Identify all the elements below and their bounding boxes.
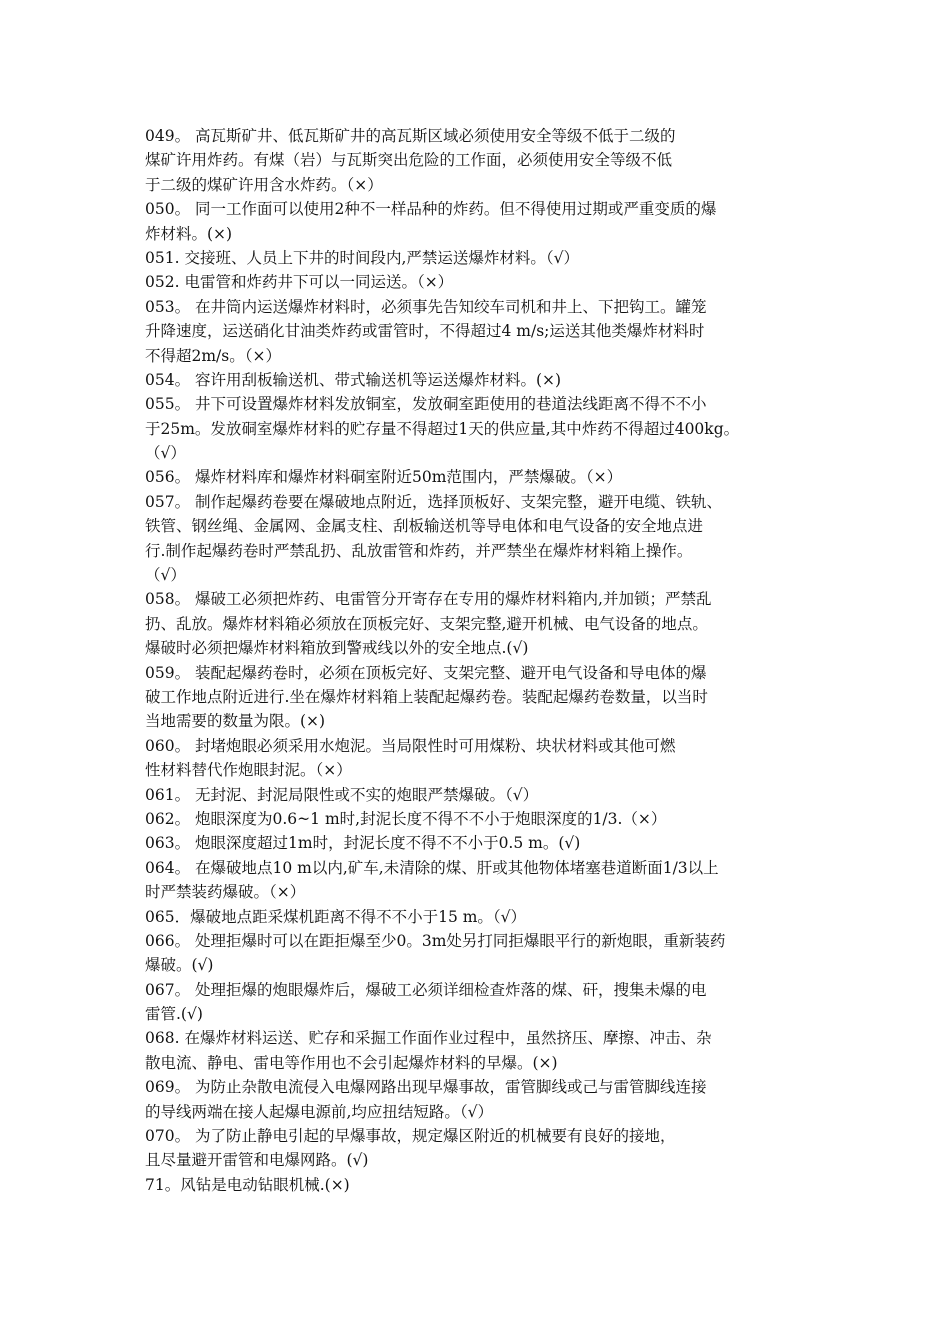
- text-line: 爆破。(√): [145, 956, 214, 975]
- text-line: 059。 装配起爆药卷时，必须在顶板完好、支架完整、避开电气设备和导电体的爆: [145, 663, 707, 682]
- text-line: 铁管、钢丝绳、金属网、金属支柱、刮板输送机等导电体和电气设备的安全地点进: [145, 517, 704, 536]
- document-body: [145, 124, 851, 1197]
- text-line: 068. 在爆炸材料运送、贮存和采掘工作面作业过程中，虽然挤压、摩擦、冲击、杂: [145, 1029, 712, 1048]
- text-line: 71。风钻是电动钻眼机械.(×): [145, 1175, 350, 1194]
- text-line: 062。 炮眼深度为0.6~1 m时,封泥长度不得不不小于炮眼深度的1/3.（×）: [145, 809, 667, 828]
- text-line: 炸材料。(×): [145, 224, 233, 243]
- text-line: 扔、乱放。爆炸材料箱必须放在顶板完好、支架完整,避开机械、电气设备的地点。: [145, 614, 708, 633]
- text-line: 060。 封堵炮眼必须采用水炮泥。当局限性时可用煤粉、块状材料或其他可燃: [145, 736, 676, 755]
- text-line: 于二级的煤矿许用含水炸药。（×）: [145, 175, 383, 194]
- text-line: 069。 为防止杂散电流侵入电爆网路出现早爆事故，雷管脚线或己与雷管脚线连接: [145, 1078, 707, 1097]
- text-line: 不得超2m/s。（×）: [145, 346, 281, 365]
- text-line: 053。 在井筒内运送爆炸材料时，必须事先告知绞车司机和井上、下把钩工。罐笼: [145, 297, 707, 316]
- text-line: 升降速度，运送硝化甘油类炸药或雷管时，不得超过4 m/s;运送其他类爆炸材料时: [145, 322, 705, 341]
- text-line: 时严禁装药爆破。（×）: [145, 883, 306, 902]
- text-line: 050。 同一工作面可以使用2种不一样品种的炸药。但不得使用过期或严重变质的爆: [145, 200, 717, 219]
- text-line: 散电流、静电、雷电等作用也不会引起爆炸材料的早爆。(×): [145, 1053, 558, 1072]
- text-line: 052. 电雷管和炸药井下可以一同运送。（×）: [145, 273, 454, 292]
- text-line: （√）: [145, 566, 186, 585]
- text-line: 061。 无封泥、封泥局限性或不实的炮眼严禁爆破。（√）: [145, 785, 539, 804]
- text-line: 055。 井下可设置爆炸材料发放铜室，发放硐室距使用的巷道法线距离不得不不小: [145, 395, 707, 414]
- text-line: 行.制作起爆药卷时严禁乱扔、乱放雷管和炸药，并严禁坐在爆炸材料箱上操作。: [145, 541, 693, 560]
- text-line: （√）: [145, 444, 186, 463]
- text-line: 破工作地点附近进行.坐在爆炸材料箱上装配起爆药卷。装配起爆药卷数量，以当时: [145, 687, 708, 706]
- text-line: 064。 在爆破地点10 m以内,矿车,未清除的煤、肝或其他物体堵塞巷道断面1/3以上: [145, 858, 719, 877]
- text-line: 058。 爆破工必须把炸药、电雷管分开寄存在专用的爆炸材料箱内,并加锁；严禁乱: [145, 590, 712, 609]
- text-line: 054。 容许用刮板输送机、带式输送机等运送爆炸材料。(×): [145, 370, 562, 389]
- text-line: 063。 炮眼深度超过1m时，封泥长度不得不不小于0.5 m。(√): [145, 834, 581, 853]
- text-line: 煤矿许用炸药。有煤（岩）与瓦斯突出危险的工作面，必须使用安全等级不低: [145, 151, 673, 170]
- text-line: 067。 处理拒爆的炮眼爆炸后，爆破工必须详细检查炸落的煤、矸，搜集未爆的电: [145, 980, 707, 999]
- text-line: 于25m。发放硐室爆炸材料的贮存量不得超过1天的供应量,其中炸药不得超过400kg。: [145, 419, 740, 438]
- text-line: 065．爆破地点距采煤机距离不得不不小于15 m。（√）: [145, 907, 527, 926]
- text-line: 爆破时必须把爆炸材料箱放到警戒线以外的安全地点.(√): [145, 639, 529, 658]
- text-line: 056。 爆炸材料库和爆炸材料硐室附近50m范围内，严禁爆破。（×）: [145, 468, 623, 487]
- text-line: 066。 处理拒爆时可以在距拒爆至少0。3m处另打同拒爆眼平行的新炮眼，重新装药: [145, 931, 726, 950]
- text-line: 性材料替代作炮眼封泥。（×）: [145, 761, 352, 780]
- text-line: 雷管.(√): [145, 1005, 203, 1024]
- text-line: 当地需要的数量为限。(×): [145, 712, 326, 731]
- text-line: 049。 高瓦斯矿井、低瓦斯矿井的高瓦斯区域必须使用安全等级不低于二级的: [145, 127, 676, 145]
- text-line: 的导线两端在接人起爆电源前,均应扭结短路。（√）: [145, 1102, 494, 1121]
- text-line: 070。 为了防止静电引起的早爆事故，规定爆区附近的机械要有良好的接地，: [145, 1127, 676, 1146]
- text-line: 057。 制作起爆药卷要在爆破地点附近，选择顶板好、支架完整，避开电缆、铁轨、: [145, 492, 723, 511]
- text-line: 且尽量避开雷管和电爆网路。(√): [145, 1151, 369, 1170]
- text-line: 051. 交接班、人员上下井的时间段内,严禁运送爆炸材料。（√）: [145, 248, 579, 267]
